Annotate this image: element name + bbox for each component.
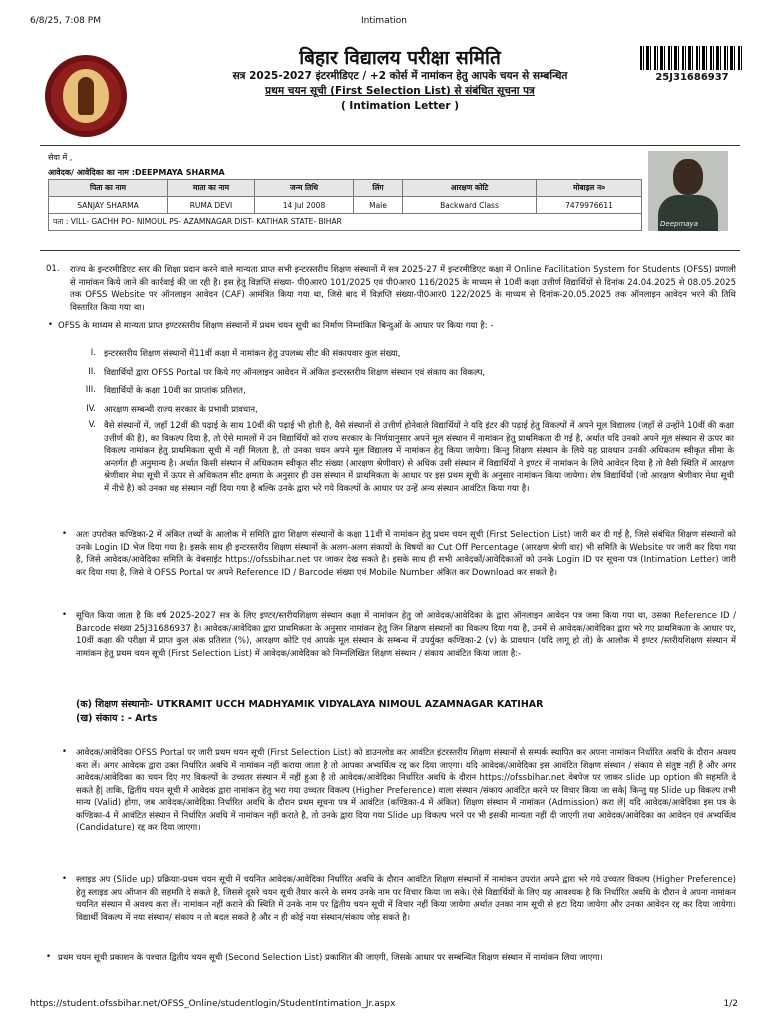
criteria-item: वैसे संस्थानों में, जहाँ 12वीं की पढ़ाई के साथ 10वीं की पढ़ाई भी होती है, वैसे संस्थानों से उत्तीर्ण होनेवाले विद्यार्थियों ने यदि इंटर की पढ़ाई हेतु विकल्पों में अपने मूल विद्यालय (जहाँ से उन्होंने 10वीं की कक्षा उत्तीर्ण की है), का विकल्प दिया है, तो ऐसे मामलों में उन विद्यार्थियों को राज्य सरकार के निर्णयानुसार अपने मूल संस्थान में नामांकन हेतु प्राथमिकता दी गई है, अर्थात यदि उनको अपने मूल संस्थान से ऊपर का विकल्प नामांकन हेतु प्राथमिकता सूची में नहीं मिलता है, तो उनका चयन अपने मूल विद्यालय में नामांकन हेतु किया जायेगा। किन्तु शिक्षण संस्थान के लिये यह प्रावधान उनकी अधिकतम स्वीकृत सीमा के अन्तर्गत ही अनुमान्य है। अर्थात किसी संस्थान में अधिकतम स्वीकृत सीट संख्या (आरक्षण श्रेणीवार) से अधिक उसी संस्थान में विद्यार्थियों ने इण्टर में नामांकन के लिये आवेदन दिया है तो वैसी स्थिति में आरक्षण श्रेणीवार मेधा सूची में ऊपर से अधिकतम सीट क्षमता के अनुसार ही उस संस्थान में प्राथमिकता के आधार पर इस प्रथम सूची के अनुसार नामांकन किया जायेगा। शेष विद्यार्थियों (जो आरक्षण श्रेणीवार मेधा सूची में नीचे है) को उनका वह संस्थान नहीं दिया गया है बल्कि उनके द्वारा भरे गये विकल्पों के आधार पर उन्हें अन्य संस्थान आवंटित किया गया है। [104, 421, 734, 494]
browser-print-footer [30, 999, 738, 1031]
criteria-item: आरक्षण सम्बन्धी राज्य सरकार के प्रभावी प्रावधान, [104, 405, 258, 415]
logo-figure [78, 77, 94, 115]
header-line3: ( Intimation Letter ) [340, 100, 460, 112]
info-header-cell: पिता का नाम [49, 180, 168, 197]
bullet-ofss-criteria: OFSS के माध्यम से मान्यता प्राप्त इण्टरस्तरीय शिक्षण संस्थानों में प्रथम चयन सूची का निर्माण निम्नांकित बिन्दुओं के आधार पर किया गया है: - [58, 321, 494, 331]
bullet-dot: • [62, 747, 68, 757]
bullet-slide-up-instructions: आवेदक/आवेदिका OFSS Portal पर जारी प्रथम चयन सूची (First Selection List) को डाउनलोड कर आवंटित इंटरस्तरीय शिक्षण संस्थानों से सम्पर्क स्थापित कर अपना नामांकन निर्धारित अवधि के दौरान अवश्य करा लें। अगर आवेदक द्वारा उक्त निर्धारित अवधि में नामांकन नहीं कराया जाता है तो आपका अभ्यर्थित्व रद्द कर दिया जाएगा। यदि आवेदक/आवेदिका इस आवंटित शिक्षण संस्थान / संकाय से संतुष्ट नहीं है और अगर आवेदक/आवेदिका का चयन दिए गए विकल्पों के उच्चतर संस्थान में नहीं हुआ है तो आवेदक/आवेदिका निर्धारित अवधि के दौरान https://ofssbihar.net वेबपेज पर जाकर slide up option की सहमति दे सकते है| ताकि, द्वितीय चयन सूची में आवेदक द्वारा नामांकन हेतु भरा गया उच्चतर विकल्प (Higher Preference) वाला संस्थान /संकाय आवंटित करने पर विचार किया जा सके| किन्तु यह Slide up विकल्प तभी मान्य (Valid) होगा, जब आवेदक/आवेदिका निर्धारित अवधि के दौरान प्रथम सूचना पत्र में आवंटित (कण्डिका-4 में अंकित) शिक्षण संस्थान में नामांकन (Admission) करा लें| यदि आवेदक/आवेदिका इस पत्र के कण्डिका-4 में आवंटित संस्थान में निर्धारित अवधि में नामांकन नहीं कराते है, तो उनके द्वारा दिया गया Slide up विकल्प भरने पर भी इसकी मान्यता नहीं दी जाएगी तथा आवेदक/आवेदिका का आवेदन एवं अभ्यर्थित्व (Candidature) रद्द कर दिया जाएगा। [76, 748, 736, 833]
para-01: राज्य के इन्टरमीडिएट स्तर की शिक्षा प्रदान करने वाले मान्यता प्राप्त सभी इन्टरस्तरीय शिक्षण संस्थानों में सत्र 2025-27 में इन्टरमीडिएट कक्षा में Online Facilitation System for Students (OFSS) प्रणाली से नामांकन किये जाने की कार्रवाई की जा रही है। इस हेतु विज्ञप्ति संख्या- पी0आर0 101/2025 एवं पी0आर0 116/2025 के माध्यम से 10वीं कक्षा उत्तीर्ण विद्यार्थियों से दिनांक 24.04.2025 से 08.05.2025 तक OFSS Website पर ऑनलाइन आवेदन (CAF) आमंत्रित किया गया था, जिसे बाद में विज्ञप्ति संख्या-पी0आर0 122/2025 के माध्यम से दिनांक-20.05.2025 तक ऑनलाइन आवेदन भरने की तिथि विस्तारित किया गया था। [70, 265, 736, 313]
bullet-second-list: प्रथम चयन सूची प्रकाशन के पश्चात द्वितीय चयन सूची (Second Selection List) प्रकाशित की जाएगी, जिसके आधार पर सम्बन्धित शिक्षण संस्थान में नामांकन लिया जाएगा। [58, 953, 603, 963]
gender: Male [354, 197, 403, 214]
applicant-photo [648, 151, 728, 231]
salutation: सेवा में , [48, 153, 73, 162]
print-url: https://student.ofssbihar.net/OFSS_Online/studentlogin/StudentIntimation_Jr.aspx [30, 999, 396, 1009]
roman-num: II. [88, 367, 96, 377]
roman-num: I. [90, 348, 96, 358]
bullet-dot: • [46, 952, 52, 962]
info-header-cell: माता का नाम [168, 180, 255, 197]
info-value-row [49, 197, 642, 214]
roman-num: III. [85, 385, 96, 395]
bullet-slide-up-process: स्लाइड अप (Slide up) प्रक्रियाः-प्रथम चयन सूची में चयनित आवेदक/आवेदिका निर्धारित अवधि के दौरान आवंटित शिक्षण संस्थानों में नामांकन उपरांत अपने द्वारा भरे गये उच्चतर विकल्प (Higher Preference) हेतु स्लाइड अप ऑप्शन की सहमति दे सकते है, जिससे दूसरे चयन सूची तैयार करने के समय उनके नाम पर विचार किया जा सके। ऐसे विद्यार्थियों के लिए यह आवश्यक है कि निर्धारित अवधि के दौरान वे अपना नामांकन चयनित संस्थान में अवश्य करा लें। नामांकन नहीं कराने की स्थिति में उनके नाम पर द्वितीय चयन सूची में विचार नहीं किया जायेगा अर्थात उनका नाम सूची से हटा दिया जायेगा और उनका आवेदन रद्द कर दिया जायेगा। विद्यार्थी विकल्प में नया संस्थान/ संकाय न तो बदल सकते है और न ही कोई नया संस्थान/संकाय जोड़ सकते है। [76, 875, 736, 923]
mobile-number: 7479976611 [537, 197, 642, 214]
board-name: बिहार विद्यालय परीक्षा समिति [299, 47, 501, 69]
header-line2: प्रथम चयन सूची (First Selection List) से संबंधित सूचना पत्र [265, 85, 535, 97]
mother-name: RUMA DEVI [168, 197, 255, 214]
print-title: Intimation [361, 16, 407, 26]
browser-print-header [30, 16, 738, 30]
info-header-cell: जन्म तिथि [255, 180, 354, 197]
bullet-selection-list: अतः उपरोक्त कण्डिका-2 में अंकित तथ्यों के आलोक में समिति द्वारा शिक्षण संस्थानों के कक्षा 11वीं में नामांकन हेतु प्रथम चयन सूची (First Selection List) जारी कर दी गई है, जिसे संबंधित शिक्षण संस्थानों को उनके Login ID भेज दिया गया है। इसके साथ ही इन्टरस्तरीय शिक्षण संस्थानों के अलग-अलग संकायों के विषयों का Cut Off Percentage (आरक्षण श्रेणी वार) भी समिति के Website पर जारी कर दिया गया है, जिसे आवेदक/आवेदिका समिति के वेबसाईट https://ofssbihar.net पर जाकर देख सकते है। इसके साथ ही सभी आवेदकों/आवेदिकाओं को उनके Login ID पर सूचना पत्र (Intimation Letter) जारी कर दिया गया है, जिसे वे OFSS Portal पर अपने Reference ID / Barcode संख्या एवं Mobile Number अंकित कर Download कर सकते है। [76, 530, 736, 578]
photo-signature: Deepmaya [660, 220, 698, 228]
roman-num: IV. [86, 404, 96, 414]
info-header-cell: आरक्षण कोटि [403, 180, 537, 197]
print-datetime: 6/8/25, 7:08 PM [30, 16, 101, 26]
barcode-image [640, 46, 744, 70]
bullet-dot: • [62, 874, 68, 884]
father-name: SANJAY SHARMA [49, 197, 168, 214]
bullet-dot: • [48, 320, 54, 330]
roman-num: V. [88, 420, 96, 430]
section-divider [40, 250, 740, 251]
allotted-faculty: (ख) संकाय : - Arts [76, 713, 158, 724]
photo-face [673, 159, 703, 195]
applicant-info-table [48, 179, 642, 231]
info-header-cell: मोबाइल न० [537, 180, 642, 197]
reservation-category: Backward Class [403, 197, 537, 214]
bullet-dot: • [62, 610, 68, 620]
criteria-item: इन्टरस्तरीय शिक्षण संस्थानों में11वीं कक्षा में नामांकन हेतु उपलब्ध सीट की संकायवार कुल संख्या, [104, 349, 401, 359]
bullet-dot: • [62, 529, 68, 539]
address: पता : VILL- GACHH PO- NIMOUL PS- AZAMNAGAR DIST- KATIHAR STATE- BIHAR [49, 214, 642, 231]
print-page-number: 1/2 [723, 999, 738, 1009]
header-line1: सत्र 2025-2027 इंटरमीडिएट / +2 कोर्स में नामांकन हेतु आपके चयन से सम्बन्धित [232, 70, 568, 82]
bullet-allotment-notice: सूचित किया जाता है कि वर्ष 2025-2027 सत्र के लिए इण्टर/स्तरीयशिक्षण संस्थान कक्षा में नामांकन हेतु जो आवेदक/आवेदिका के द्वारा ऑनलाइन आवेदन पत्र जमा किया गया था, उसका Reference ID / Barcode संख्या 25J31686937 है। आवेदक/आवेदिका द्वारा प्राथमिकता के अनुसार नामांकन हेतु जिन शिक्षण संस्थानों का विकल्प दिया गया है, उनमें से आवेदक/आवेदिका द्वारा भरे गए प्राथमिकता के आधार पर, 10वीं कक्षा की परीक्षा में प्राप्त कुल अंक प्रतिशत (%), आरक्षण कोटि एवं आपके मूल संस्थान के सम्बन्ध में उपर्युक्त कण्डिका-2 (v) के प्रावधान (यदि लागू हो तो) के आलोक में इण्टर /स्तरीयशिक्षण संस्थान में नामांकन हेतु प्रथम चयन सूची (First Selection List) में आवेदक/आवेदिका को निम्नलिखित शिक्षण संस्थान / संकाय आवंटित किया जाता है:- [76, 611, 736, 659]
bseb-logo [45, 55, 127, 137]
header-divider [40, 145, 740, 146]
barcode-number: 25J31686937 [655, 72, 729, 83]
applicant-name: आवेदक/ आवेदिका का नाम :DEEPMAYA SHARMA [48, 168, 225, 177]
date-of-birth: 14 Jul 2008 [255, 197, 354, 214]
criteria-item: विद्यार्थियों द्वारा OFSS Portal पर किये गए ऑनलाइन आवेदन में अंकित इन्टरस्तरीय शिक्षण संस्थान एवं संकाय का विकल्प, [104, 368, 486, 378]
criteria-item: विद्यार्थियों के कक्षा 10वीं का प्राप्तांक प्रतिशत, [104, 386, 246, 396]
info-address-row [49, 214, 642, 231]
info-header-cell: लिंग [354, 180, 403, 197]
info-header-row [49, 180, 642, 197]
allotted-school: (क) शिक्षण संस्थानोः- UTKRAMIT UCCH MADHYAMIK VIDYALAYA NIMOUL AZAMNAGAR KATIHAR [76, 699, 544, 710]
para-number-01: 01. [46, 264, 60, 274]
